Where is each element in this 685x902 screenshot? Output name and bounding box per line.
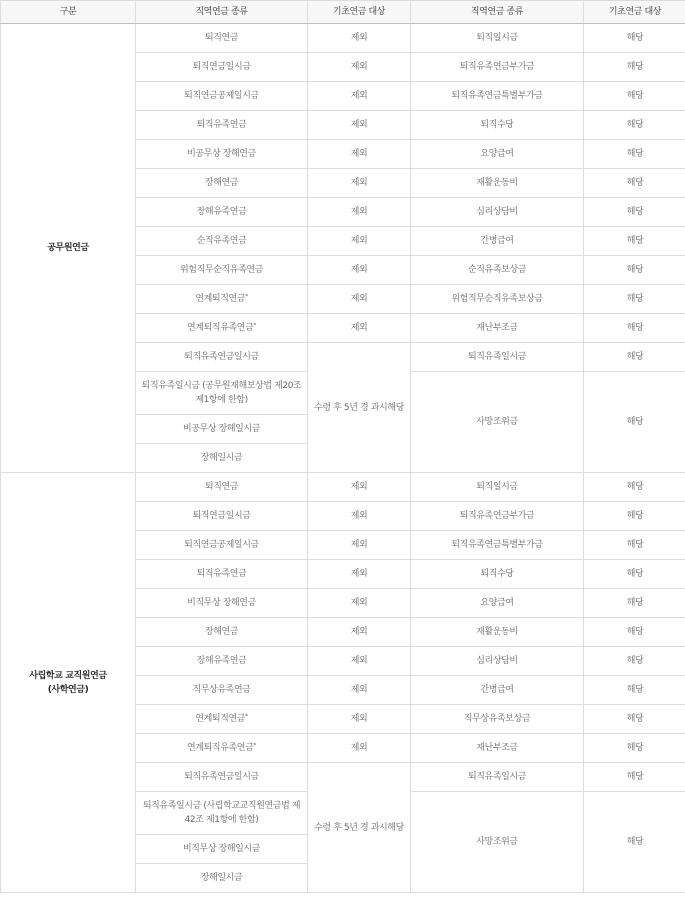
basic-pension-value: 해당 — [584, 531, 685, 560]
header-basic-pension-right: 기초연금 대상 — [584, 1, 685, 24]
pension-type-cell: 요양급여 — [411, 140, 584, 169]
pension-type-label: 직무상유족연금 — [192, 685, 251, 695]
basic-pension-value: 해당 — [584, 343, 685, 372]
basic-pension-value-merged: 수령 후 5년 경 과시해당 — [308, 343, 411, 473]
pension-type-label: 퇴직연금일시금 — [192, 511, 251, 521]
basic-pension-value: 해당 — [584, 227, 685, 256]
basic-pension-value: 제외 — [308, 111, 411, 140]
basic-pension-value: 제외 — [308, 560, 411, 589]
header-row — [1, 1, 685, 24]
pension-type-label: 장해유족연금 — [196, 207, 247, 217]
pension-type-cell — [136, 198, 308, 227]
basic-pension-value: 제외 — [308, 734, 411, 763]
pension-type-label: 퇴직유족연금 — [196, 569, 247, 579]
basic-pension-value: 제외 — [308, 676, 411, 705]
header-pension-type-left: 직역연금 종류 — [136, 1, 308, 24]
basic-pension-value: 제외 — [308, 198, 411, 227]
pension-type-label: 순직유족연금 — [196, 236, 247, 246]
pension-type-cell: 퇴직일시금 — [411, 473, 584, 502]
pension-type-cell-merged: 사망조위금 — [411, 792, 584, 893]
pension-type-cell — [136, 140, 308, 169]
basic-pension-value: 해당 — [584, 53, 685, 82]
basic-pension-value: 제외 — [308, 647, 411, 676]
pension-type-label: 퇴직연금공제일시금 — [184, 540, 259, 550]
basic-pension-value: 해당 — [584, 473, 685, 502]
pension-type-label: 퇴직연금일시금 — [192, 62, 251, 72]
basic-pension-value-merged: 해당 — [584, 792, 685, 893]
pension-type-cell — [136, 256, 308, 285]
pension-type-cell: 퇴직유족일시금 (공무원재해보상법 제20조 제1항에 한함) — [136, 372, 308, 415]
pension-type-label: 비직무상 장해연금 — [187, 598, 256, 608]
table-body — [1, 24, 685, 893]
pension-type-cell: 간병급여 — [411, 676, 584, 705]
basic-pension-value: 제외 — [308, 256, 411, 285]
pension-type-cell: 장해일시금 — [136, 444, 308, 473]
group-name: 공무원연금 — [47, 243, 89, 253]
pension-type-cell: 퇴직수당 — [411, 560, 584, 589]
basic-pension-value: 해당 — [584, 169, 685, 198]
pension-type-cell — [136, 618, 308, 647]
basic-pension-value: 해당 — [584, 647, 685, 676]
footnote-mark: * — [253, 322, 256, 329]
pension-type-cell: 요양급여 — [411, 589, 584, 618]
pension-type-cell: 간병급여 — [411, 227, 584, 256]
pension-type-label: 퇴직연금 — [204, 33, 239, 43]
pension-type-label: 퇴직연금 — [204, 482, 239, 492]
basic-pension-value-merged: 해당 — [584, 372, 685, 473]
pension-type-label: 연계퇴직연금 — [195, 294, 246, 304]
pension-type-cell — [136, 285, 308, 314]
pension-type-cell — [136, 589, 308, 618]
pension-type-cell: 퇴직유족일시금 — [411, 763, 584, 792]
pension-type-cell — [136, 82, 308, 111]
pension-type-cell: 심리상담비 — [411, 198, 584, 227]
pension-type-cell: 심리상담비 — [411, 647, 584, 676]
group-name-sub: (사학연금) — [47, 684, 89, 695]
pension-type-label: 퇴직유족연금 — [196, 120, 247, 130]
basic-pension-value: 해당 — [584, 82, 685, 111]
basic-pension-value: 제외 — [308, 531, 411, 560]
basic-pension-value: 해당 — [584, 198, 685, 227]
pension-type-cell: 재활운동비 — [411, 169, 584, 198]
basic-pension-value: 해당 — [584, 560, 685, 589]
pension-type-cell: 위험직무순직유족보상금 — [411, 285, 584, 314]
pension-type-cell: 비공무상 장해일시금 — [136, 415, 308, 444]
footnote-mark: * — [253, 742, 256, 749]
basic-pension-value: 제외 — [308, 473, 411, 502]
pension-type-cell — [136, 502, 308, 531]
pension-type-cell — [136, 53, 308, 82]
pension-type-cell: 퇴직유족연금일시금 — [136, 763, 308, 792]
basic-pension-value: 제외 — [308, 618, 411, 647]
basic-pension-value: 제외 — [308, 82, 411, 111]
pension-type-cell: 비직무상 장해일시금 — [136, 835, 308, 864]
pension-type-cell — [136, 705, 308, 734]
basic-pension-value: 해당 — [584, 763, 685, 792]
footnote-mark: * — [245, 293, 248, 300]
pension-type-label: 연계퇴직유족연금 — [187, 323, 254, 333]
group-name-cell — [1, 24, 136, 473]
footnote-mark: * — [245, 713, 248, 720]
basic-pension-value: 제외 — [308, 314, 411, 343]
pension-type-cell: 퇴직유족연금부가금 — [411, 502, 584, 531]
pension-type-cell: 퇴직유족연금일시금 — [136, 343, 308, 372]
pension-type-label: 장해연금 — [204, 627, 239, 637]
pension-type-cell: 재난부조금 — [411, 314, 584, 343]
basic-pension-value: 제외 — [308, 169, 411, 198]
basic-pension-value: 제외 — [308, 502, 411, 531]
pension-type-cell — [136, 24, 308, 53]
basic-pension-value: 해당 — [584, 314, 685, 343]
table-row — [1, 24, 685, 53]
pension-type-cell: 퇴직유족연금부가금 — [411, 53, 584, 82]
pension-type-label: 위험직무순직유족연금 — [180, 265, 263, 275]
basic-pension-value: 제외 — [308, 140, 411, 169]
pension-type-cell: 장해일시금 — [136, 864, 308, 893]
basic-pension-value: 해당 — [584, 589, 685, 618]
pension-type-cell — [136, 676, 308, 705]
basic-pension-value: 해당 — [584, 734, 685, 763]
basic-pension-value: 해당 — [584, 140, 685, 169]
basic-pension-value: 해당 — [584, 111, 685, 140]
basic-pension-value: 해당 — [584, 256, 685, 285]
pension-type-cell — [136, 560, 308, 589]
group-name: 사립학교 교직원연금 — [29, 670, 107, 681]
pension-type-label: 비공무상 장해연금 — [187, 149, 256, 159]
pension-type-label: 장해유족연금 — [196, 656, 247, 666]
pension-type-cell — [136, 314, 308, 343]
pension-type-cell — [136, 531, 308, 560]
basic-pension-value: 제외 — [308, 227, 411, 256]
basic-pension-value: 제외 — [308, 705, 411, 734]
pension-type-cell: 직무상유족보상금 — [411, 705, 584, 734]
basic-pension-value: 제외 — [308, 285, 411, 314]
basic-pension-value: 해당 — [584, 705, 685, 734]
pension-type-cell: 퇴직유족연금특별부가금 — [411, 82, 584, 111]
basic-pension-value: 해당 — [584, 502, 685, 531]
pension-type-cell: 퇴직유족연금특별부가금 — [411, 531, 584, 560]
pension-type-cell: 재난부조금 — [411, 734, 584, 763]
basic-pension-value: 해당 — [584, 618, 685, 647]
pension-type-label: 연계퇴직유족연금 — [187, 743, 254, 753]
basic-pension-value-merged: 수령 후 5년 경 과시해당 — [308, 763, 411, 893]
header-category: 구분 — [1, 1, 136, 24]
pension-type-cell — [136, 227, 308, 256]
pension-type-cell — [136, 647, 308, 676]
pension-type-cell: 퇴직일시금 — [411, 24, 584, 53]
pension-type-label: 장해연금 — [204, 178, 239, 188]
group-name-cell — [1, 473, 136, 893]
pension-type-cell — [136, 734, 308, 763]
pension-type-cell: 퇴직유족일시금 (사립학교교직원연금법 제42조 제1항에 한함) — [136, 792, 308, 835]
basic-pension-value: 제외 — [308, 53, 411, 82]
basic-pension-value: 해당 — [584, 676, 685, 705]
header-pension-type-right: 직역연금 종류 — [411, 1, 584, 24]
pension-type-label: 퇴직연금공제일시금 — [184, 91, 259, 101]
basic-pension-value: 제외 — [308, 24, 411, 53]
pension-type-cell — [136, 111, 308, 140]
pension-type-cell: 퇴직수당 — [411, 111, 584, 140]
pension-type-cell — [136, 169, 308, 198]
pension-type-cell — [136, 473, 308, 502]
basic-pension-value: 해당 — [584, 24, 685, 53]
basic-pension-value: 제외 — [308, 589, 411, 618]
pension-type-cell: 순직유족보상금 — [411, 256, 584, 285]
pension-type-cell: 재활운동비 — [411, 618, 584, 647]
table-row — [1, 473, 685, 502]
basic-pension-value: 해당 — [584, 285, 685, 314]
pension-type-cell: 퇴직유족일시금 — [411, 343, 584, 372]
header-basic-pension-left: 기초연금 대상 — [308, 1, 411, 24]
pension-type-cell-merged: 사망조위금 — [411, 372, 584, 473]
pension-type-label: 연계퇴직연금 — [195, 714, 246, 724]
